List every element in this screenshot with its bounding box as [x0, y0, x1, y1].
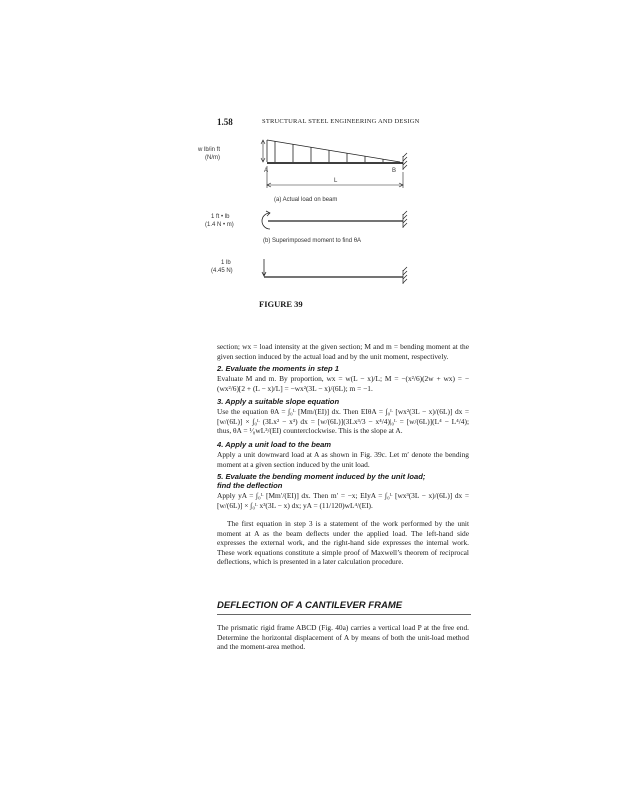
step3-text: Use the equation θA = ∫₀ᴸ [Mm/(EI)] dx. Then EIθA = ∫₀ᴸ [wx²(3L − x)/(6L)] dx = [w/(6L)] × ∫₀ᴸ (3Lx² − x³) dx = [w/(6L)](3Lx³/3 − x⁴/4)|₀ᴸ = [w/(6L)](L⁴ − L⁴/4); thus, θA = ¹⁄₈wL³/(EI) counterclockwise. This is the slope at A.: [217, 407, 469, 435]
force-label-1: 1 lb: [221, 260, 231, 266]
load-label-1: w lb/in ft: [198, 147, 221, 153]
para-intro: section; wx = load intensity at the given section; M and m = bending moment at the given section induced by the actual load and by the unit moment, respectively.: [217, 342, 469, 361]
moment-label-1: 1 ft • lb: [211, 214, 230, 220]
section-text: The prismatic rigid frame ABCD (Fig. 40a) carries a vertical load P at the free end. Determine the horizontal displacement of A by means of both the unit-load method and the moment-area method.: [217, 623, 469, 651]
step2-heading: 2. Evaluate the moments in step 1: [217, 364, 339, 373]
step4-text: Apply a unit downward load at A as shown in Fig. 39c. Let m′ denote the bending moment at a given section induced by the unit load.: [217, 450, 469, 469]
load-label-2: (N/m): [205, 155, 220, 161]
caption-a: (a) Actual load on beam: [274, 197, 338, 203]
page-number: 1.58: [217, 117, 233, 127]
point-b-label: B: [392, 168, 397, 174]
figure-39: [198, 136, 415, 296]
dimension-line: [267, 166, 403, 188]
point-a-label: A: [264, 168, 269, 174]
caption-b: (b) Superimposed moment to find θA: [263, 238, 362, 244]
fixed-support-icon: [403, 153, 407, 170]
triangular-load-diagram: [261, 140, 400, 162]
step3-heading: 3. Apply a suitable slope equation: [217, 397, 340, 406]
step5-text: Apply yA = ∫₀ᴸ [Mm′/(EI)] dx. Then m′ = −x; EIyA = ∫₀ᴸ [wx³(3L − x)/(6L)] dx = [w/(6L)] × ∫₀ᴸ x³(3L − x) dx; yA = (11/120)wL⁴/(EI).: [217, 491, 469, 510]
step5-heading-line1: 5. Evaluate the bending moment induced by the unit load;: [217, 472, 426, 481]
running-head: STRUCTURAL STEEL ENGINEERING AND DESIGN: [262, 118, 420, 125]
fixed-support-icon: [403, 267, 407, 284]
section-rule: [217, 614, 471, 615]
step4-heading: 4. Apply a unit load to the beam: [217, 440, 332, 449]
step5-heading-line2: find the deflection: [217, 481, 283, 490]
figure-label: FIGURE 39: [259, 299, 303, 309]
section-title: DEFLECTION OF A CANTILEVER FRAME: [217, 600, 403, 611]
length-label: L: [334, 178, 338, 184]
force-label-2: (4.45 N): [211, 268, 233, 274]
fixed-support-icon: [403, 211, 407, 228]
para-final: The first equation in step 3 is a statement of the work performed by the unit moment at A as the beam deflects under the applied load. The left-hand side expresses the external work, and the right-hand side expresses the internal work. These work equations constitute a simple proof of Maxwell’s theorem of reciprocal deflections, which is presented in a later calculation procedure.: [217, 519, 469, 566]
moment-label-2: (1.4 N • m): [205, 222, 234, 228]
step2-text: Evaluate M and m. By proportion, wx = w(L − x)/L; M = −(x²/6)(2w + wx) = −(wx²/6)[2 + (L − x)/L] = −wx²(3L − x)/(6L); m = −1.: [217, 374, 469, 393]
unit-load-arrow-icon: [262, 259, 266, 276]
